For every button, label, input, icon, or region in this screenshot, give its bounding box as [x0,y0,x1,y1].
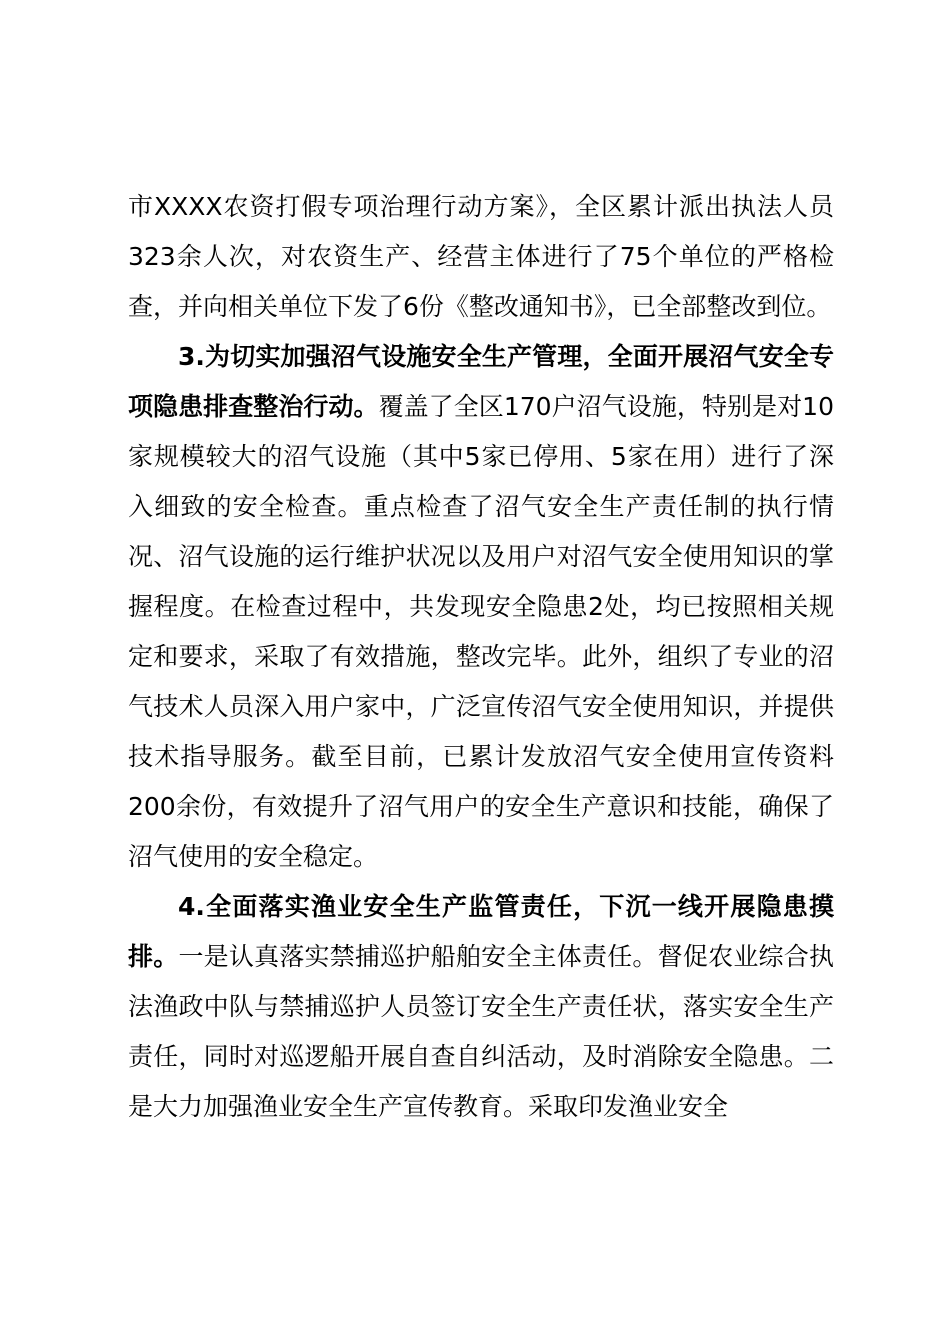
paragraph-biogas-safety [128,332,834,882]
paragraph-body: 市XXXX农资打假专项治理行动方案》，全区累计派出执法人员323余人次，对农资生产、经营主体进行了75个单位的严格检查，并向相关单位下发了6份《整改通知书》，已全部整改到位。 [128,192,834,321]
paragraph-heading: 4.全面落实渔业安全生产监管责任，下沉一线开展隐患摸排。 [128,892,834,971]
document-body [128,182,834,1132]
paragraph-fishery-safety [128,882,834,1132]
paragraph-body: 一是认真落实禁捕巡护船舶安全主体责任。督促农业综合执法渔政中队与禁捕巡护人员签订安全生产责任状，落实安全生产责任，同时对巡逻船开展自查自纠活动，及时消除安全隐患。二是大力加强渔业安全生产宣传教育。采取印发渔业安全 [128,942,834,1121]
paragraph-body: 覆盖了全区170户沼气设施，特别是对10家规模较大的沼气设施（其中5家已停用、5家在用）进行了深入细致的安全检查。重点检查了沼气安全生产责任制的执行情况、沼气设施的运行维护状况以及用户对沼气安全使用知识的掌握程度。在检查过程中，共发现安全隐患2处，均已按照相关规定和要求，采取了有效措施，整改完毕。此外，组织了专业的沼气技术人员深入用户家中，广泛宣传沼气安全使用知识，并提供技术指导服务。截至目前，已累计发放沼气安全使用宣传资料200余份，有效提升了沼气用户的安全生产意识和技能，确保了沼气使用的安全稳定。 [128,392,834,871]
paragraph-heading: 3.为切实加强沼气设施安全生产管理，全面开展沼气安全专项隐患排查整治行动。 [128,342,834,421]
paragraph-continuation [128,182,834,332]
